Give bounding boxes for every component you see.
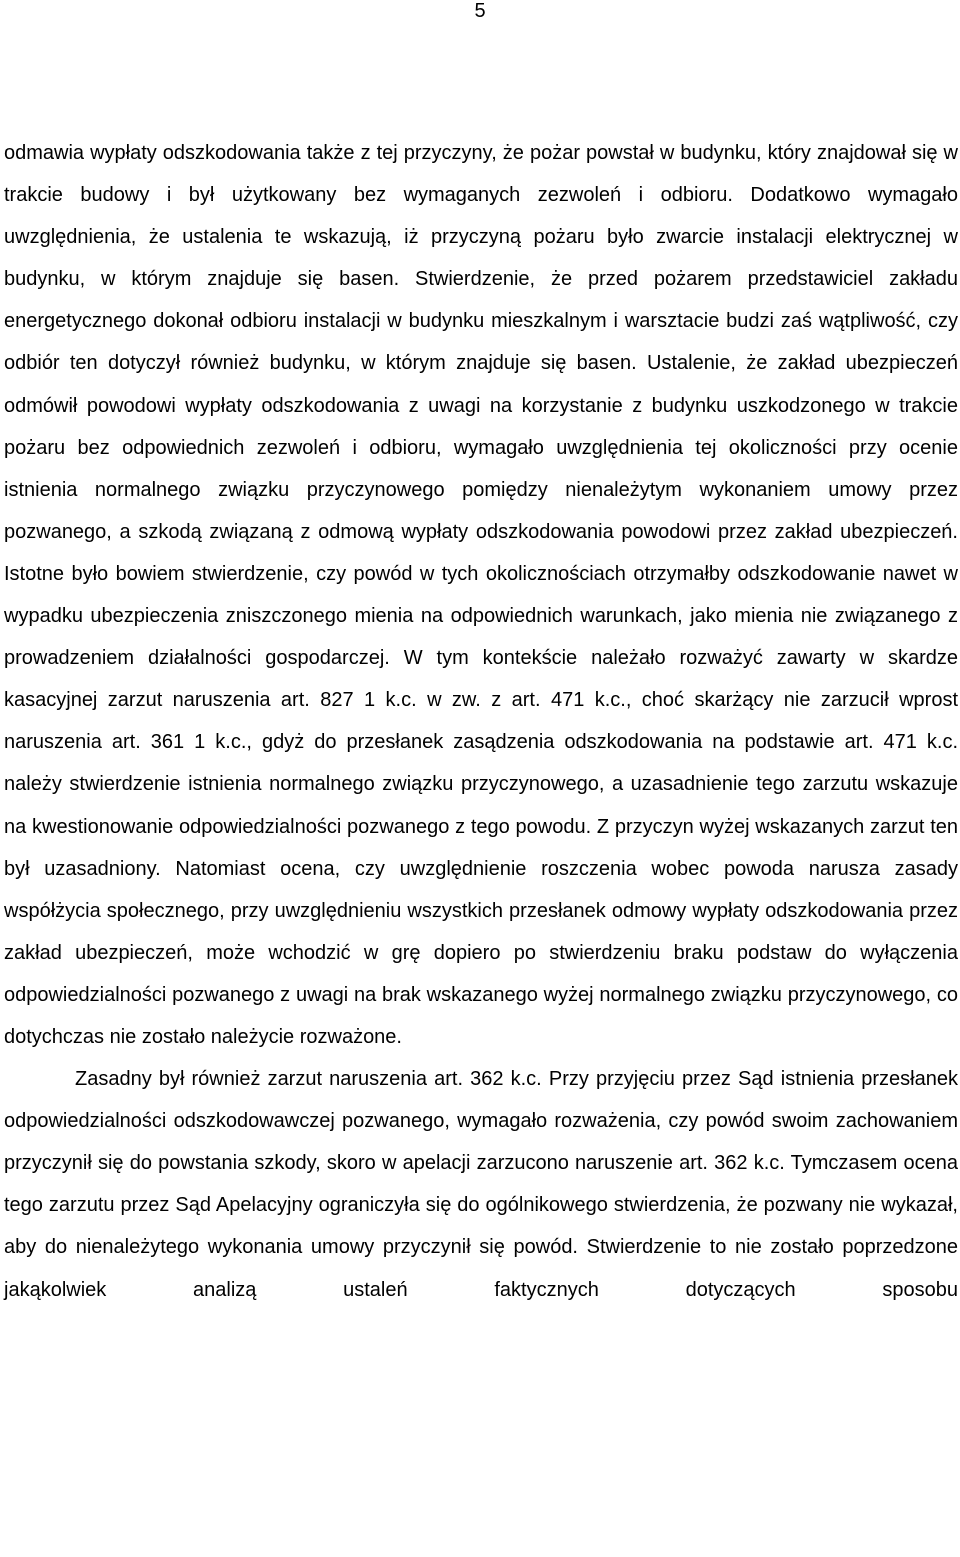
page-number: 5	[474, 0, 486, 22]
paragraph-contributory-negligence: Zasadny był również zarzut naruszenia art. 362 k.c. Przy przyjęciu przez Sąd istnienia przesłanek odpowiedzialności odszkodowawczej pozwanego, wymagało rozważenia, czy powód swoim zachowaniem przyczynił się do powstania szkody, skoro w apelacji zarzucono naruszenie art. 362 k.c. Tymczasem ocena tego zarzutu przez Sąd Apelacyjny ograniczyła się do ogólnikowego stwierdzenia, że pozwany nie wykazał, aby do nienależytego wykonania umowy przyczynił się powód. Stwierdzenie to nie zostało poprzedzone jakąkolwiek analizą ustaleń faktycznych dotyczących sposobu	[4, 1068, 958, 1301]
document-body	[4, 132, 958, 1311]
paragraph-continuation: odmawia wypłaty odszkodowania także z tej przyczyny, że pożar powstał w budynku, który znajdował się w trakcie budowy i był użytkowany bez wymaganych zezwoleń i odbioru. Dodatkowo wymagało uwzględnienia, że ustalenia te wskazują, iż przyczyną pożaru było zwarcie instalacji elektrycznej w budynku, w którym znajduje się basen. Stwierdzenie, że przed pożarem przedstawiciel zakładu energetycznego dokonał odbioru instalacji w budynku mieszkalnym i warsztacie budzi zaś wątpliwość, czy odbiór ten dotyczył również budynku, w którym znajduje się basen. Ustalenie, że zakład ubezpieczeń odmówił powodowi wypłaty odszkodowania z uwagi na korzystanie z budynku uszkodzonego w trakcie pożaru bez odpowiednich zezwoleń i odbioru, wymagało uwzględnienia tej okoliczności przy ocenie istnienia normalnego związku przyczynowego pomiędzy nienależytym wykonaniem umowy przez pozwanego, a szkodą związaną z odmową wypłaty odszkodowania powodowi przez zakład ubezpieczeń. Istotne było bowiem stwierdzenie, czy powód w tych okolicznościach otrzymałby odszkodowanie nawet w wypadku ubezpieczenia zniszczonego mienia na odpowiednich warunkach, jako mienia nie związanego z prowadzeniem działalności gospodarczej. W tym kontekście należało rozważyć zawarty w skardze kasacyjnej zarzut naruszenia art. 827 1 k.c. w zw. z art. 471 k.c., choć skarżący nie zarzucił wprost naruszenia art. 361 1 k.c., gdyż do przesłanek zasądzenia odszkodowania na podstawie art. 471 k.c. należy stwierdzenie istnienia normalnego związku przyczynowego, a uzasadnienie tego zarzutu wskazuje na kwestionowanie odpowiedzialności pozwanego z tego powodu. Z przyczyn wyżej wskazanych zarzut ten był uzasadniony. Natomiast ocena, czy uwzględnienie roszczenia wobec powoda narusza zasady współżycia społecznego, przy uwzględnieniu wszystkich przesłanek odmowy wypłaty odszkodowania przez zakład ubezpieczeń, może wchodzić w grę dopiero po stwierdzeniu braku podstaw do wyłączenia odpowiedzialności pozwanego z uwagi na brak wskazanego wyżej normalnego związku przyczynowego, co dotychczas nie zostało należycie rozważone.	[4, 142, 958, 1048]
